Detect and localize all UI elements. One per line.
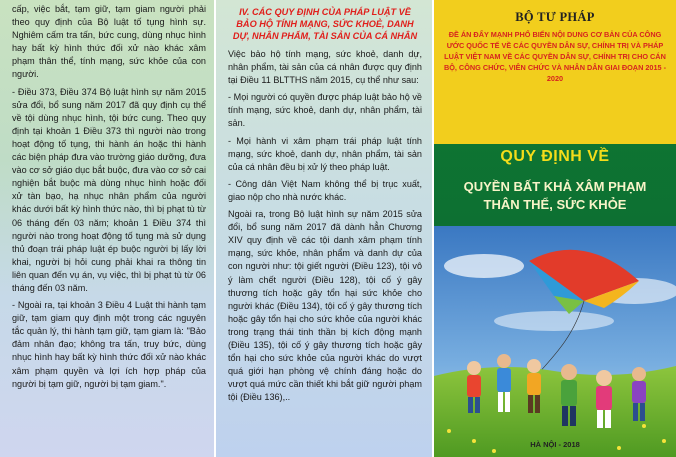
- middle-column: [216, 0, 432, 457]
- middle-paragraph-2: - Mọi người có quyền được pháp luật bảo hộ về tính mạng, sức khoẻ, danh dự, nhân phẩm, tài sản.: [228, 92, 422, 129]
- left-paragraph-2: - Điều 373, Điều 374 Bộ luật hình sự năm 2015 sửa đổi, bổ sung năm 2017 đã quy định cụ thể về tội dùng nhục hình, tội bức cung. Theo quy định tại khoản 1 Điều 373 thì người nào trong hoạt động tố tụng, thi hành án hoặc thi hành các biện pháp đưa vào trường giáo dưỡng, đưa vào cơ sở giáo dục bắt buộc, đưa vào cơ sở cai nghiện bắt buộc mà dùng nhục hình hoặc đối xử tàn bạo, hạ nhục nhân phẩm của người khác dưới bất kỳ hình thức nào, thì bị phạt tù từ 06 tháng đến 03 năm; khoản 1 Điều 374 thì người nào trong hoạt động tố tụng mà sử dụng thủ đoạn trái pháp luật ép buộc người bị lấy lời khai, người bị hỏi cung phải khai ra thông tin liên quan đến vụ án, vụ việc, thì bị phạt tù từ 06 tháng đến 03 năm.: [12, 86, 206, 293]
- middle-paragraph-3: - Mọi hành vi xâm phạm trái pháp luật tính mạng, sức khoẻ, danh dự, nhân phẩm, tài sản của cá nhân đều bị xử lý theo pháp luật.: [228, 135, 422, 172]
- cover-panel: [434, 0, 676, 457]
- middle-paragraph-4: - Công dân Việt Nam không thể bị trục xuất, giao nộp cho nhà nước khác.: [228, 178, 422, 202]
- left-paragraph-3: - Ngoài ra, tại khoản 3 Điều 4 Luật thi hành tạm giữ, tạm giam quy định một trong các nguyên tắc quản lý, thi hành tạm giữ, tạm giam là: "Bảo đảm nhân đạo; không tra tấn, truy bức, dùng nhục hình hay bất kỳ hình thức đối xử nào khác xâm phạm quyền và lợi ích hợp pháp của người bị tạm giữ, người bị tạm giam.".: [12, 300, 206, 389]
- cover-title: [434, 178, 676, 214]
- left-paragraph-1: cấp, việc bắt, tạm giữ, tạm giam người phải theo quy định của Bộ luật tố tụng hình sự. Nghiêm cấm tra tấn, bức cung, dùng nhục hình hay bất kỳ hình thức đối xử nào khác xâm phạm thân thể, tính mạng, sức khỏe của con người.: [12, 4, 206, 80]
- cover-footer: HÀ NỘI - 2018: [530, 440, 580, 449]
- cover-title-line-3: THÂN THỂ, SỨC KHỎE: [483, 197, 627, 212]
- cover-header-band: [434, 0, 676, 144]
- ministry-name: BỘ TƯ PHÁP: [515, 10, 595, 24]
- middle-paragraph-5: Ngoài ra, trong Bộ luật hình sự năm 2015 sửa đổi, bổ sung năm 2017 đã dành hẳn Chương XIV quy định về các tội danh xâm phạm tính mạng, sức khỏe, nhân phẩm và danh dự của con người như: tội giết người (Điều 123), tội vô ý làm chết người (Điều 128), tội cố ý gây thương tích hoặc gây tổn hại sức khỏe cho người khác (Điều 134), tội cố ý gây thương tích hoặc gây tổn hại cho sức khỏe của người khác trong trạng thái tinh thần bị kích động mạnh (Điều 135), tội cố ý gây thương tích hoặc gây tổn hại cho sức khỏe của người khác do vượt quá giới hạn phòng vệ chính đáng hoặc do vượt quá mức cần thiết khi bắt giữ người phạm tội (Điều 136),..: [228, 209, 422, 403]
- children-flying-kite-image: [434, 226, 676, 457]
- section-heading: IV. CÁC QUY ĐỊNH CỦA PHÁP LUẬT VỀ BẢO HỘ TÍNH MẠNG, SỨC KHOẺ, DANH DỰ, NHÂN PHẨM, TÀI SẢN CỦA CÁ NHÂN: [232, 7, 418, 41]
- left-column: [0, 0, 214, 457]
- cover-title-line-1: QUY ĐỊNH VỀ: [500, 148, 610, 165]
- cover-title-line-2: QUYỀN BẤT KHẢ XÂM PHẠM: [463, 179, 647, 194]
- middle-paragraph-1: Việc bảo hộ tính mạng, sức khoẻ, danh dự, nhân phẩm, tài sản của cá nhân được quy định tại Điều 11 BLTTHS năm 2015, cụ thể như sau:: [228, 49, 422, 86]
- project-subtitle: ĐỀ ÁN ĐẨY MẠNH PHỔ BIẾN NỘI DUNG CƠ BẢN CỦA CÔNG ƯỚC QUỐC TẾ VỀ CÁC QUYỀN DÂN SỰ, CHÍNH TRỊ VÀ PHÁP LUẬT VIỆT NAM VỀ CÁC QUYỀN DÂN SỰ, CHÍNH TRỊ CHO CÁN BỘ, CÔNG CHỨC, VIÊN CHỨC VÀ NHÂN DÂN GIAI ĐOẠN 2015 - 2020: [443, 30, 667, 83]
